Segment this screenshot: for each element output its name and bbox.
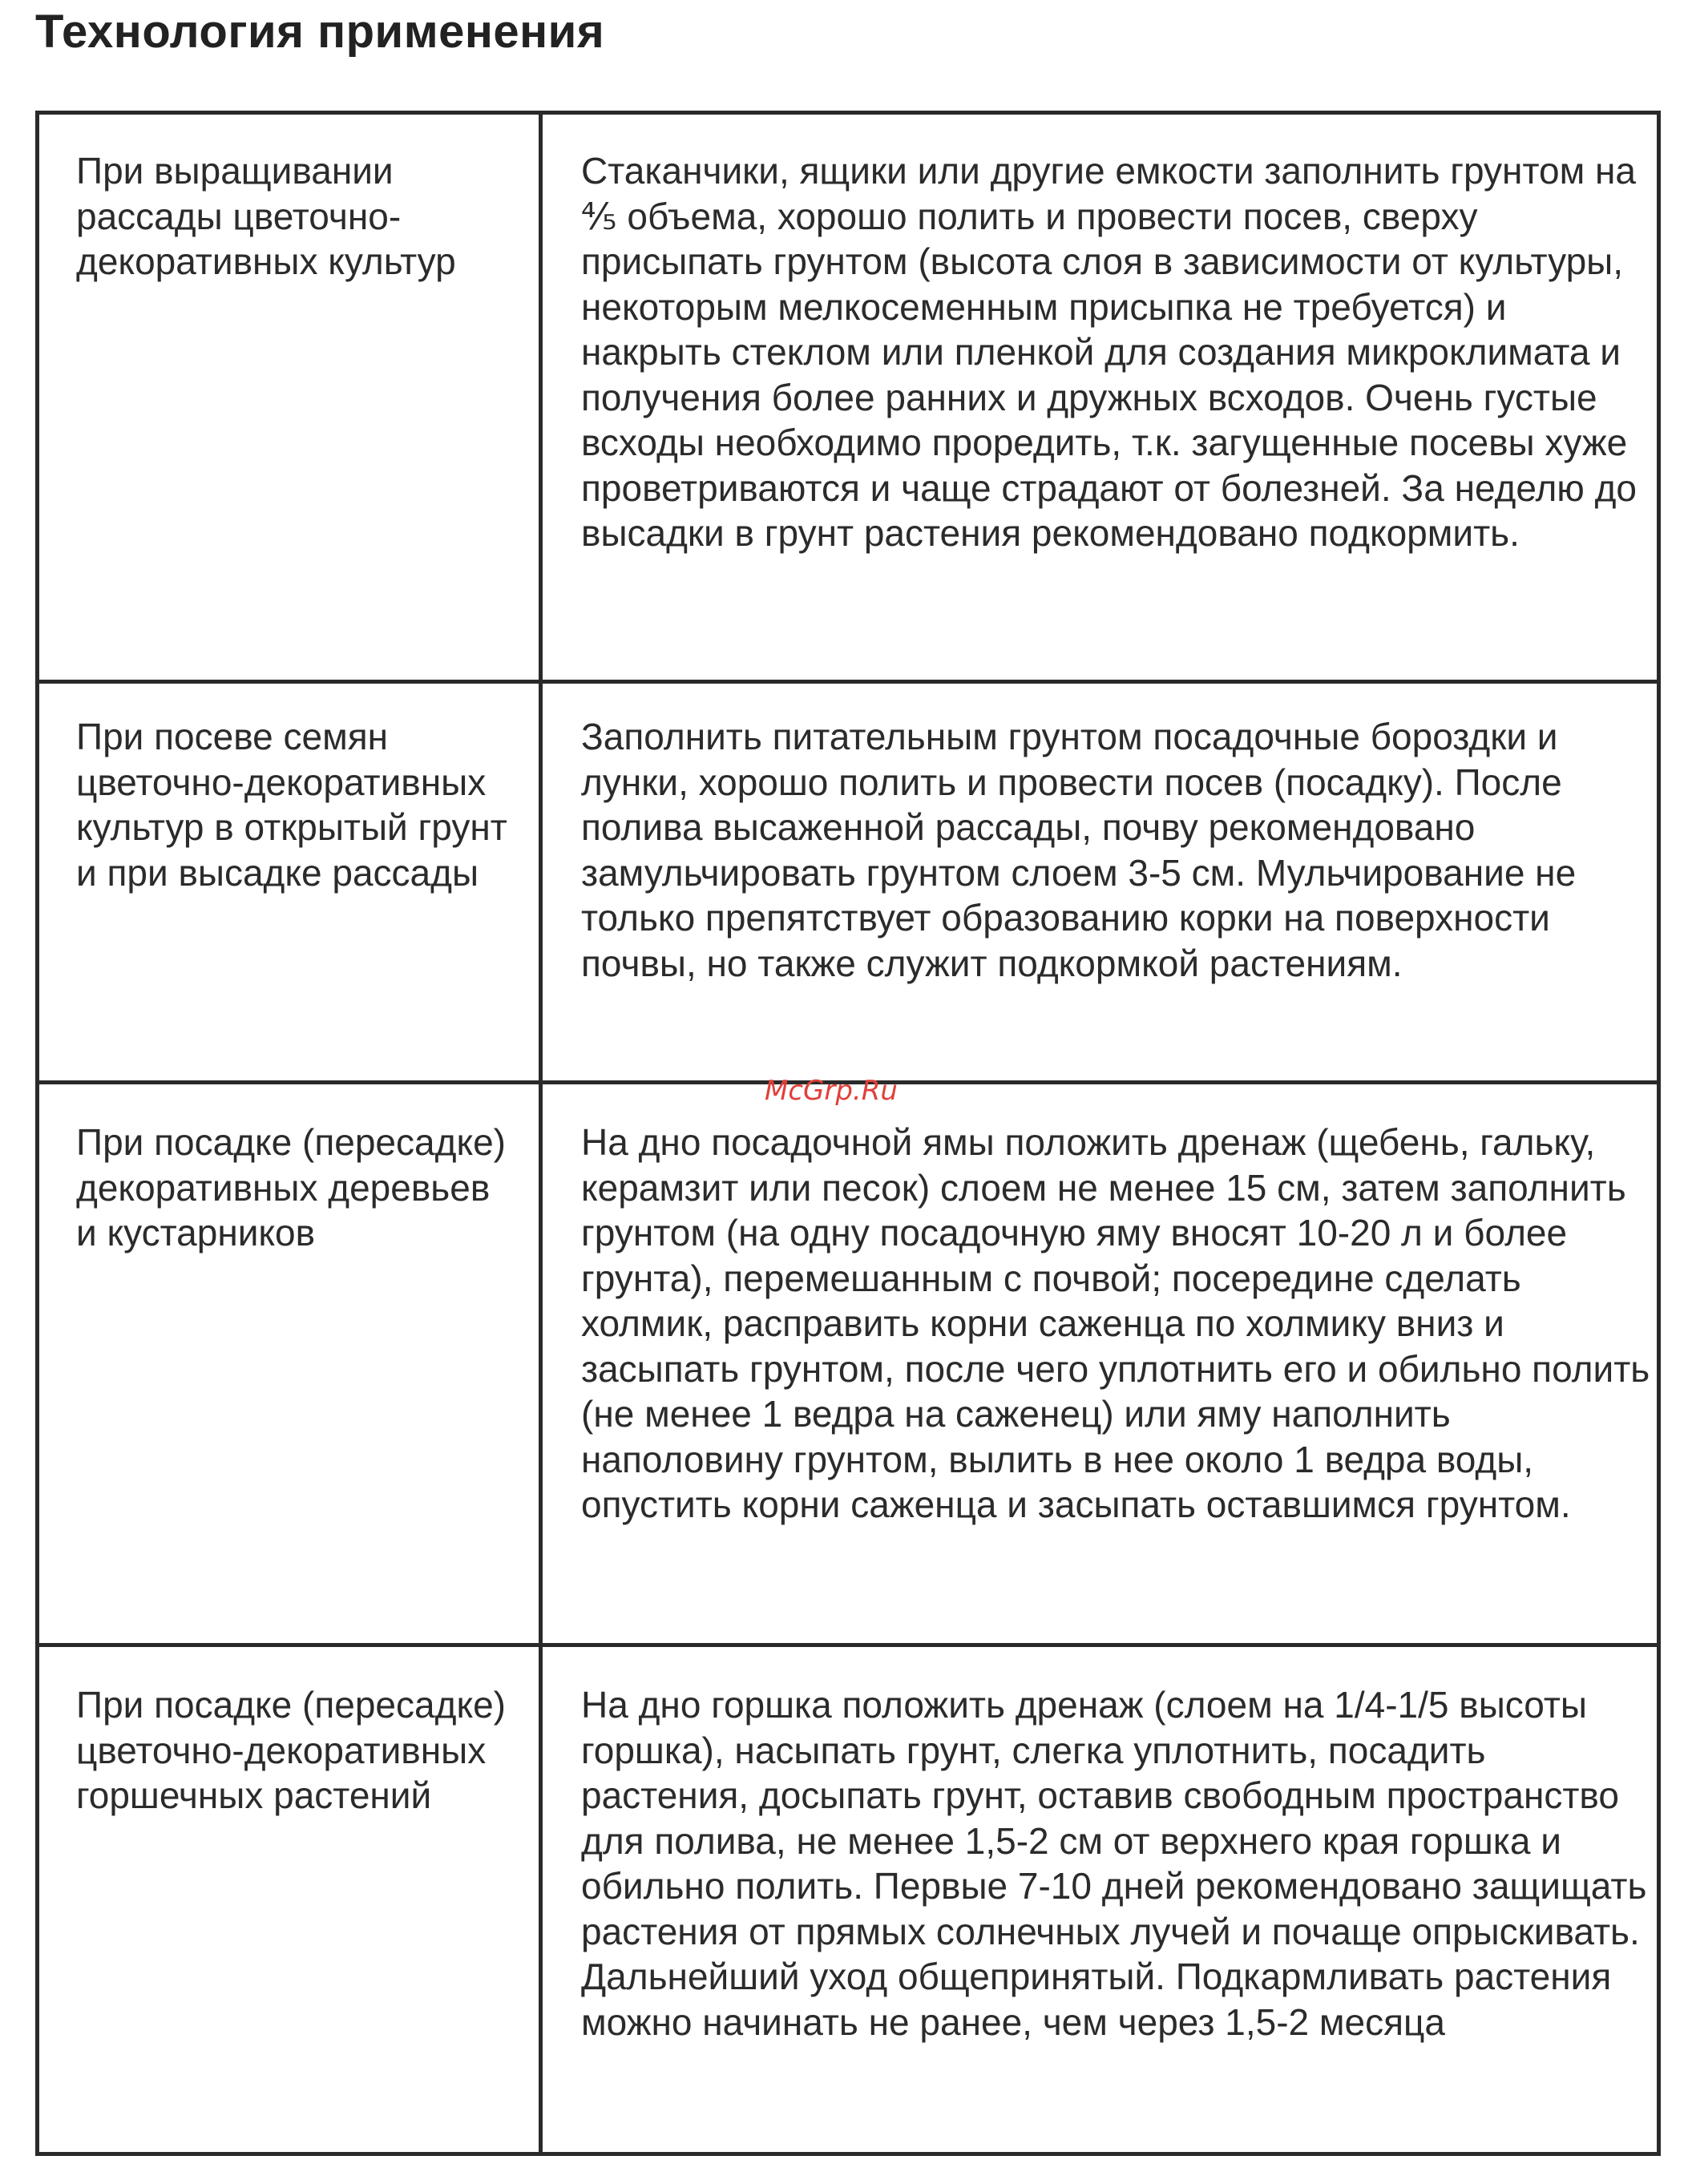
table-row <box>39 684 1657 1080</box>
instructions-cell: Заполнить питательным грунтом посадочные бороздки и лунки, хорошо полить и провести посев (посадку). После полива высаженной рассады, почву рекомендовано замульчировать грунтом слоем 3-5 см. Мульчирование не только препятствует образованию корки на поверхности почвы, но также служит подкормкой растениям. <box>581 716 1577 984</box>
condition-cell: При выращивании рассады цветочно-декоративных культур <box>76 150 456 282</box>
condition-cell: При посадке (пересадке) декоративных деревьев и кустарников <box>76 1121 506 1253</box>
condition-cell: При посадке (пересадке) цветочно-декоративных горшечных растений <box>76 1684 506 1816</box>
table-row <box>39 1084 1657 1643</box>
instructions-cell: Стаканчики, ящики или другие емкости заполнить грунтом на ⅘ объема, хорошо полить и провести посев, сверху присыпать грунтом (высота слоя в зависимости от культуры, некоторым мелкосеменным присыпка не требуется) и накрыть стеклом или пленкой для создания микроклимата и получения более ранних и дружных всходов. Очень густые всходы необходимо проредить, т.к. загущенные посевы хуже проветриваются и чаще страдают от болезней. За неделю до высадки в грунт растения рекомендовано подкормить. <box>581 150 1637 554</box>
instructions-cell: На дно горшка положить дренаж (слоем на 1/4-1/5 высоты горшка), насыпать грунт, слегка уплотнить, посадить растения, досыпать грунт, оставив свободным пространство для полива, не менее 1,5-2 см от верхнего края горшка и обильно полить. Первые 7-10 дней рекомендовано защищать растения от прямых солнечных лучей и почаще опрыскивать. Дальнейший уход общепринятый. Подкармливать растения можно начинать не ранее, чем через 1,5-2 месяца <box>581 1684 1647 2043</box>
page-title: Технология применения <box>35 6 605 58</box>
condition-cell: При посеве семян цветочно-декоративных культур в открытый грунт и при высадке рассады <box>76 716 507 894</box>
instructions-cell: На дно посадочной ямы положить дренаж (щебень, гальку, керамзит или песок) слоем не менее 15 см, затем заполнить грунтом (на одну посадочную яму вносят 10-20 л и более грунта), перемешанным с почвой; посередине сделать холмик, расправить корни саженца по холмику вниз и засыпать грунтом, после чего уплотнить его и обильно полить (не менее 1 ведра на саженец) или яму наполнить наполовину грунтом, вылить в нее около 1 ведра воды, опустить корни саженца и засыпать оставшимся грунтом. <box>581 1121 1650 1525</box>
table-row <box>39 115 1657 680</box>
application-table <box>35 111 1661 2156</box>
table-row <box>39 1647 1657 2152</box>
watermark: McGrp.Ru <box>765 1075 898 1107</box>
